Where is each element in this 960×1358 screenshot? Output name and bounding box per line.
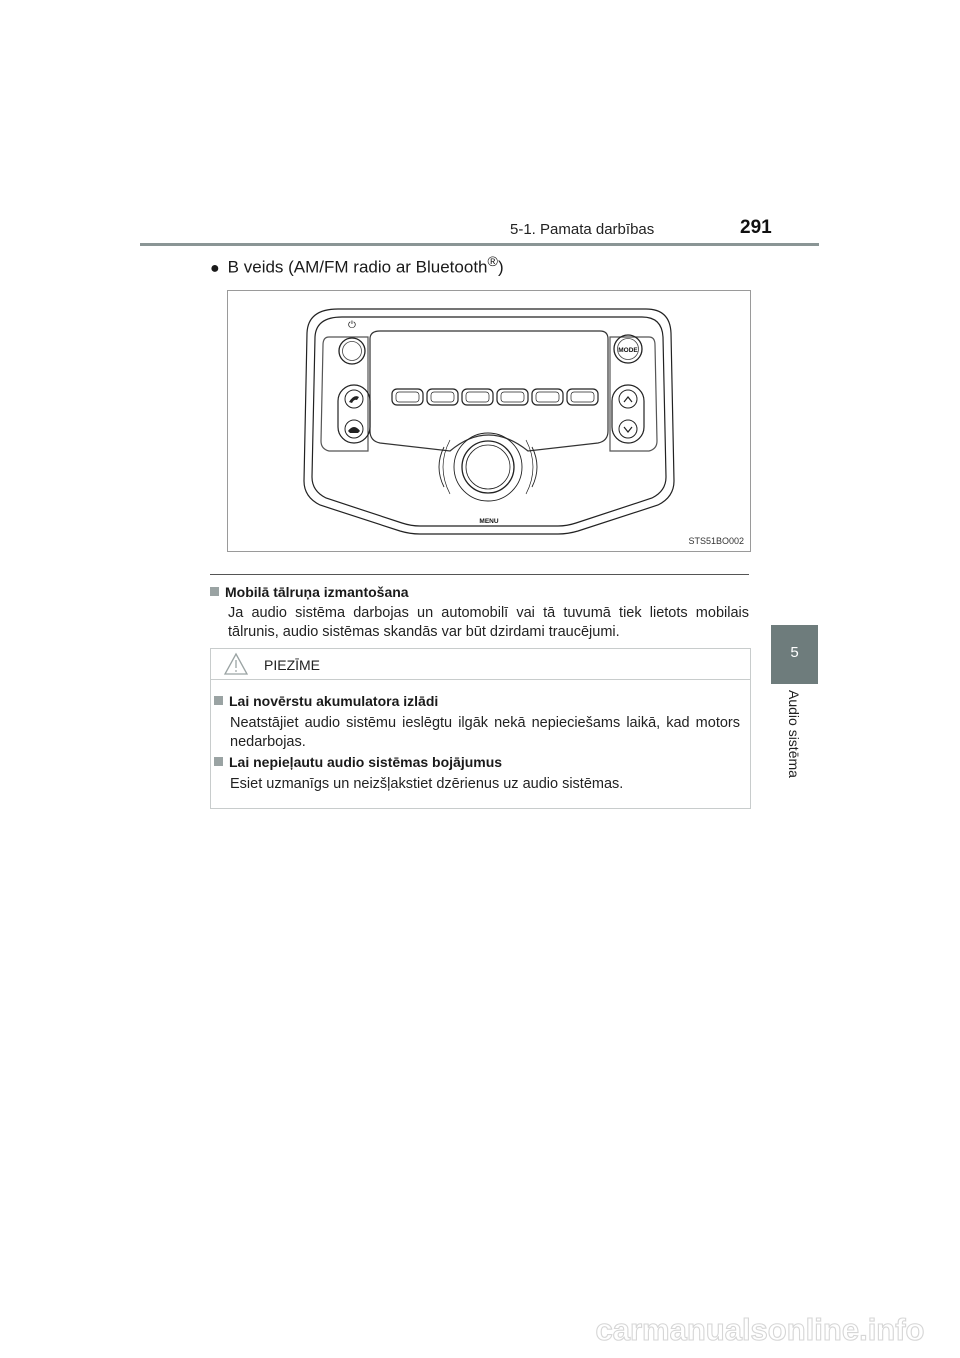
phone-section-body: Ja audio sistēma darbojas un automobilī vai tā tuvumā tiek lietots mobilais tālrunis, audio sistēmas skandās var būt dzirdami traucējumi. xyxy=(228,605,749,640)
notice-title: PIEZĪME xyxy=(264,657,321,673)
notice-item-body: Esiet uzmanīgs un neizšļakstiet dzērienus uz audio sistēmas. xyxy=(230,776,624,792)
seek-rocker xyxy=(612,385,644,443)
notice-item-heading-text: Lai novērstu akumulatora izlādi xyxy=(229,693,439,709)
preset-button-3[interactable] xyxy=(462,389,493,405)
notice-item-heading xyxy=(214,693,438,709)
audio-unit-figure xyxy=(227,290,751,552)
mode-label: MODE xyxy=(618,347,638,354)
chapter-label-text: Audio sistēma xyxy=(786,690,802,778)
preset-buttons xyxy=(392,389,598,405)
preset-button-1[interactable] xyxy=(392,389,423,405)
phone-section-heading xyxy=(210,584,409,600)
section-title: 5-1. Pamata darbības xyxy=(510,221,655,238)
phone-rocker xyxy=(338,385,370,443)
figure-heading-close: ) xyxy=(497,257,504,277)
warning-triangle-icon xyxy=(223,652,249,676)
chapter-number: 5 xyxy=(790,644,799,661)
notice-item-body: Neatstājiet audio sistēmu ieslēgtu ilgāk nekā nepieciešams laikā, kad motors nedarbojas. xyxy=(230,715,740,750)
chevron-up-icon xyxy=(624,397,632,402)
header-rule xyxy=(140,243,819,246)
preset-button-5[interactable] xyxy=(532,389,563,405)
preset-button-4[interactable] xyxy=(497,389,528,405)
square-bullet-icon xyxy=(214,757,223,766)
bullet-icon: ● xyxy=(210,259,220,277)
watermark-text: carmanualsonline.info xyxy=(595,1312,925,1347)
notice-item-heading xyxy=(214,754,502,770)
preset-button-6[interactable] xyxy=(567,389,598,405)
down-button[interactable] xyxy=(619,420,637,438)
chevron-down-icon xyxy=(624,427,632,432)
page-number: 291 xyxy=(740,217,772,238)
registered-mark: ® xyxy=(487,254,498,270)
square-bullet-icon xyxy=(214,696,223,705)
preset-button-2[interactable] xyxy=(427,389,458,405)
phone-pickup-icon xyxy=(349,396,359,403)
figure-heading xyxy=(210,254,504,278)
notice-box xyxy=(210,648,751,809)
menu-knob[interactable] xyxy=(439,433,537,501)
phone-section-heading-text: Mobilā tālruņa izmantošana xyxy=(225,584,409,600)
power-icon: ⏻ xyxy=(348,320,356,331)
audio-unit-illustration xyxy=(228,291,750,551)
notice-header xyxy=(211,649,750,680)
menu-label: MENU xyxy=(479,518,499,525)
chapter-label xyxy=(779,690,809,810)
up-button[interactable] xyxy=(619,390,637,408)
phone-hangup-icon xyxy=(348,427,360,433)
figure-heading-text: B veids (AM/FM radio ar Bluetooth xyxy=(227,257,488,277)
watermark-logo xyxy=(575,1312,945,1348)
figure-code: STS51BO002 xyxy=(688,536,744,546)
square-bullet-icon xyxy=(210,587,219,596)
notice-item-heading-text: Lai nepieļautu audio sistēmas bojājumus xyxy=(229,754,503,770)
section-divider xyxy=(210,574,749,575)
